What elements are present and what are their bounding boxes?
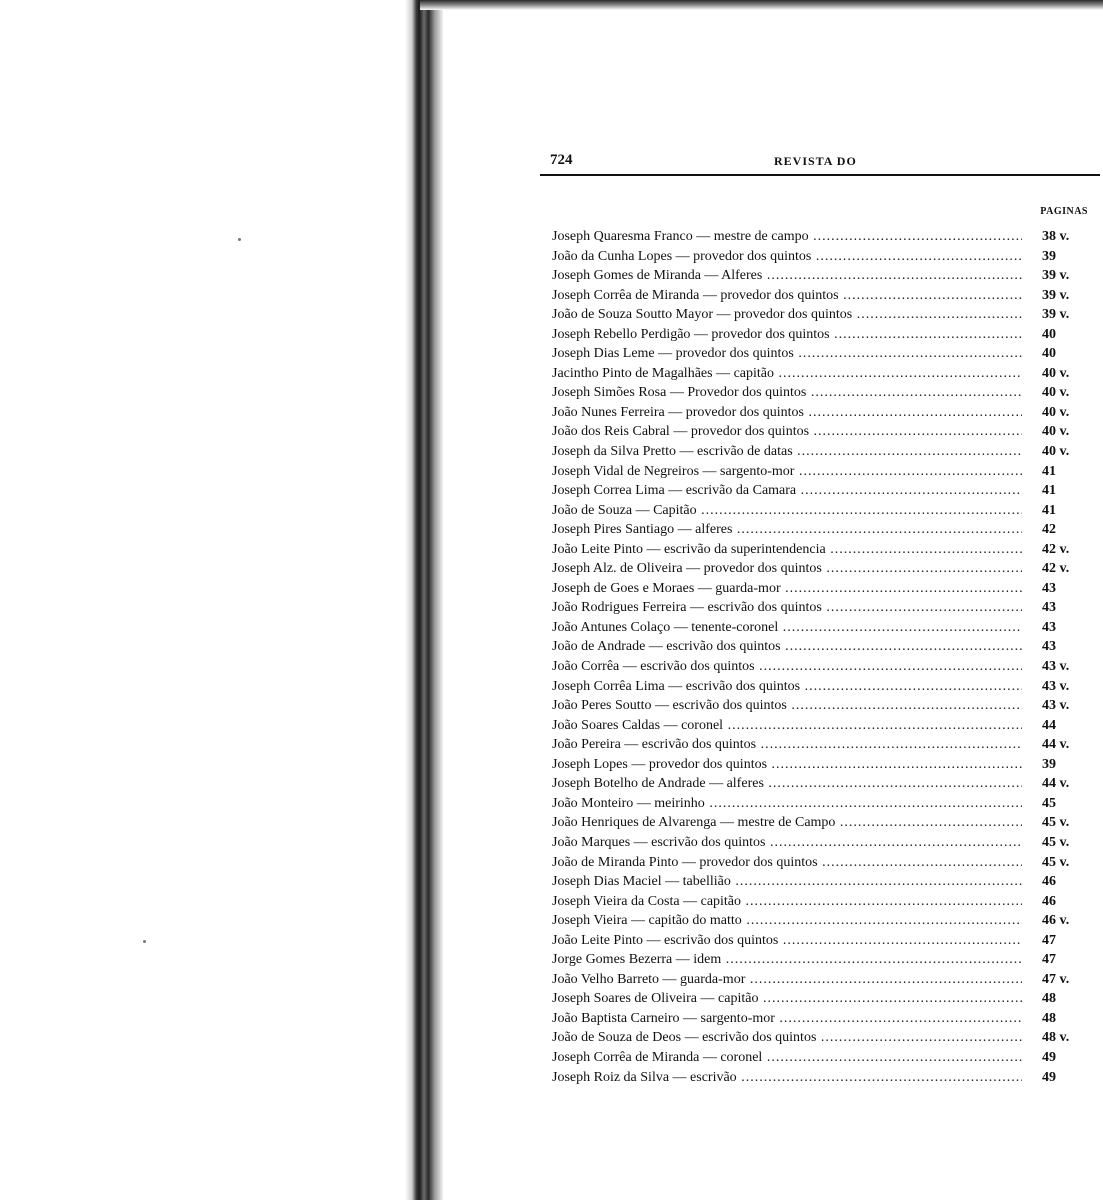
index-entry [540,247,1100,267]
book-gutter [405,0,443,1200]
entry-page-ref: 44 v. [1042,737,1070,753]
index-entry [540,755,1100,775]
index-entry [540,501,1100,521]
entry-page-ref: 40 v. [1042,385,1070,401]
entry-page-ref: 45 v. [1042,854,1070,870]
entry-name: João Pereira — escrivão dos quintos ..... [552,735,1022,755]
index-entry [540,931,1100,951]
index-entry [540,794,1100,814]
entry-name: Joseph Vidal de Negreiros — sargento-mor ..... [552,462,1022,482]
entry-name: João Velho Barreto — guarda-mor ..... [552,970,1022,990]
index-entry [540,1009,1100,1029]
entry-page-ref: 46 [1042,893,1056,909]
index-entry [540,403,1100,423]
entry-page-ref: 40 v. [1042,424,1070,440]
entry-name: Joseph Roiz da Silva — escrivão ..... [552,1068,1022,1088]
index-entry [540,344,1100,364]
entry-name: Joseph Vieira — capitão do matto ..... [552,911,1022,931]
entry-name: Jacintho Pinto de Magalhães — capitão ..... [552,364,1022,384]
index-entry [540,618,1100,638]
entry-page-ref: 43 [1042,580,1056,596]
entry-page-ref: 47 [1042,932,1056,948]
scan-speck [238,238,241,241]
index-entries [540,227,1100,1087]
index-entry [540,422,1100,442]
index-entry [540,892,1100,912]
index-entry [540,1048,1100,1068]
entry-name: João Soares Caldas — coronel ..... [552,716,1022,736]
entry-page-ref: 40 v. [1042,444,1070,460]
entry-name: Joseph Corrêa Lima — escrivão dos quintos ..... [552,677,1022,697]
index-entry [540,364,1100,384]
entry-page-ref: 41 [1042,483,1056,499]
index-entry [540,716,1100,736]
entry-name: João dos Reis Cabral — provedor dos quintos ..... [552,422,1022,442]
entry-name: João de Andrade — escrivão dos quintos ..... [552,637,1022,657]
entry-page-ref: 42 [1042,522,1056,538]
index-entry [540,813,1100,833]
entry-name: Joseph Corrêa de Miranda — coronel ..... [552,1048,1022,1068]
entry-name: João Corrêa — escrivão dos quintos ..... [552,657,1022,677]
entry-name: João Monteiro — meirinho ..... [552,794,1022,814]
entry-page-ref: 39 [1042,756,1056,772]
index-entry [540,1068,1100,1088]
index-entry [540,442,1100,462]
index-entry [540,677,1100,697]
entry-name: Joseph Corrêa de Miranda — provedor dos quintos ..... [552,286,1022,306]
index-entry [540,305,1100,325]
entry-page-ref: 39 v. [1042,268,1070,284]
index-entry [540,657,1100,677]
index-entry [540,833,1100,853]
entry-page-ref: 41 [1042,502,1056,518]
entry-name: Joseph Alz. de Oliveira — provedor dos quintos ..... [552,559,1022,579]
entry-name: Joseph Soares de Oliveira — capitão ..... [552,989,1022,1009]
entry-name: João de Souza — Capitão ..... [552,501,1022,521]
entry-name: João de Souza de Deos — escrivão dos quintos ..... [552,1028,1022,1048]
entry-name: João Rodrigues Ferreira — escrivão dos quintos ..... [552,598,1022,618]
entry-page-ref: 42 v. [1042,541,1070,557]
entry-page-ref: 38 v. [1042,229,1070,244]
index-entry [540,540,1100,560]
entry-page-ref: 41 [1042,463,1056,479]
page-header [540,150,1100,176]
index-entry [540,227,1100,247]
page-number: 724 [550,152,573,168]
entry-name: Jorge Gomes Bezerra — idem ..... [552,950,1022,970]
index-entry [540,872,1100,892]
entry-page-ref: 43 [1042,600,1056,616]
index-entry [540,325,1100,345]
entry-name: Joseph Simões Rosa — Provedor dos quintos ..... [552,383,1022,403]
index-entry [540,853,1100,873]
entry-name: João Leite Pinto — escrivão dos quintos ..... [552,931,1022,951]
entry-name: Joseph Botelho de Andrade — alferes ..... [552,774,1022,794]
entry-page-ref: 46 [1042,874,1056,890]
index-entry [540,696,1100,716]
entry-page-ref: 43 [1042,639,1056,655]
index-entry [540,637,1100,657]
entry-page-ref: 49 [1042,1069,1056,1085]
pages-column-header: PAGINAS [1040,206,1088,217]
entry-page-ref: 48 v. [1042,1030,1070,1046]
entry-name: Joseph Dias Maciel — tabellião ..... [552,872,1022,892]
index-entry [540,950,1100,970]
entry-name: Joseph Vieira da Costa — capitão ..... [552,892,1022,912]
scan-speck [143,940,146,943]
index-page [540,150,1100,1085]
entry-page-ref: 39 v. [1042,307,1070,323]
index-entry [540,970,1100,990]
entry-name: Joseph Rebello Perdigão — provedor dos quintos ..... [552,325,1022,345]
entry-page-ref: 43 v. [1042,678,1070,694]
entry-page-ref: 43 v. [1042,698,1070,714]
entry-page-ref: 42 v. [1042,561,1070,577]
entry-page-ref: 47 v. [1042,971,1070,987]
index-entry [540,735,1100,755]
entry-name: Joseph da Silva Pretto — escrivão de datas ..... [552,442,1022,462]
entry-name: Joseph Correa Lima — escrivão da Camara ..... [552,481,1022,501]
page-top-shadow [420,0,1103,10]
index-entry [540,462,1100,482]
entry-page-ref: 43 [1042,619,1056,635]
index-entry [540,559,1100,579]
entry-name: Joseph Pires Santiago — alferes ..... [552,520,1022,540]
index-entry [540,598,1100,618]
index-entry [540,481,1100,501]
entry-page-ref: 48 [1042,991,1056,1007]
entry-page-ref: 40 v. [1042,404,1070,420]
entry-page-ref: 45 v. [1042,834,1070,850]
entry-name: João Baptista Carneiro — sargento-mor ..... [552,1009,1022,1029]
entry-name: João Henriques de Alvarenga — mestre de Campo ..... [552,813,1022,833]
entry-name: João de Miranda Pinto — provedor dos quintos ..... [552,853,1022,873]
index-entry [540,579,1100,599]
entry-name: João Marques — escrivão dos quintos ..... [552,833,1022,853]
entry-page-ref: 44 [1042,717,1056,733]
entry-page-ref: 49 [1042,1049,1056,1065]
index-entry [540,286,1100,306]
entry-name: João da Cunha Lopes — provedor dos quintos ..... [552,247,1022,267]
index-entry [540,520,1100,540]
entry-name: Joseph Dias Leme — provedor dos quintos ..... [552,344,1022,364]
index-entry [540,989,1100,1009]
entry-name: Joseph Lopes — provedor dos quintos ..... [552,755,1022,775]
entry-name: Joseph Quaresma Franco — mestre de campo ..... [552,227,1022,247]
entry-page-ref: 40 [1042,326,1056,342]
index-entry [540,911,1100,931]
entry-name: João Nunes Ferreira — provedor dos quintos ..... [552,403,1022,423]
entry-page-ref: 45 [1042,795,1056,811]
index-entry [540,383,1100,403]
entry-name: João Peres Soutto — escrivão dos quintos ..... [552,696,1022,716]
entry-page-ref: 39 [1042,248,1056,264]
entry-name: João Leite Pinto — escrivão da superintendencia ..... [552,540,1022,560]
entry-page-ref: 43 v. [1042,659,1070,675]
entry-page-ref: 45 v. [1042,815,1070,831]
entry-name: João de Souza Soutto Mayor — provedor dos quintos ..... [552,305,1022,325]
index-entry [540,1028,1100,1048]
entry-name: Joseph de Goes e Moraes — guarda-mor ..... [552,579,1022,599]
entry-page-ref: 48 [1042,1010,1056,1026]
entry-page-ref: 39 v. [1042,287,1070,303]
index-entry [540,266,1100,286]
entry-page-ref: 40 v. [1042,365,1070,381]
entry-page-ref: 44 v. [1042,776,1070,792]
entry-page-ref: 46 v. [1042,913,1070,929]
entry-name: João Antunes Colaço — tenente-coronel ..... [552,618,1022,638]
entry-name: Joseph Gomes de Miranda — Alferes ..... [552,266,1022,286]
entry-page-ref: 40 [1042,346,1056,362]
running-title: REVISTA DO [774,154,857,168]
index-entry [540,774,1100,794]
entry-page-ref: 47 [1042,952,1056,968]
